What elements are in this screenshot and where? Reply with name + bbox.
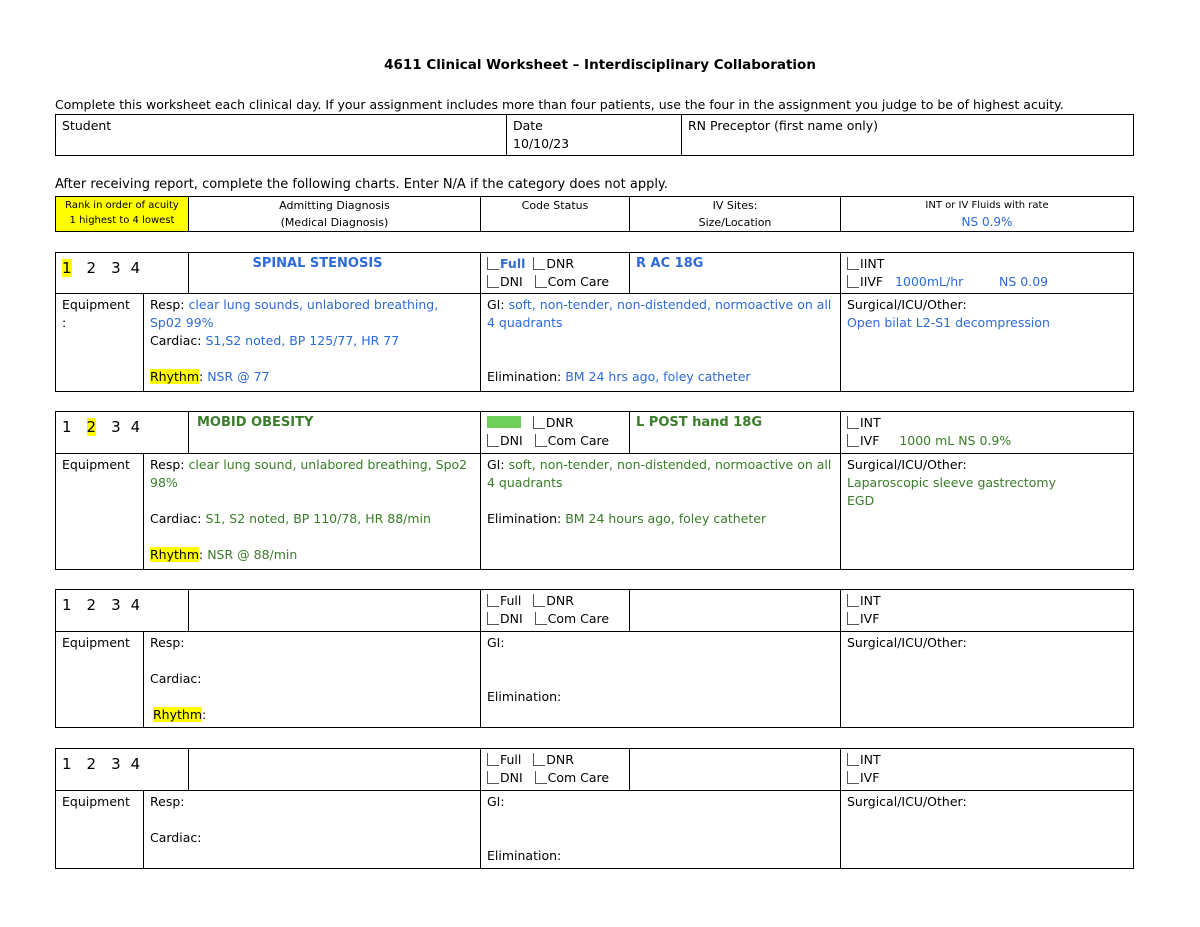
code-status-header: Code Status	[521, 199, 589, 212]
checkbox-icon[interactable]	[535, 612, 547, 625]
resp-label: Resp:	[150, 457, 185, 472]
code-dni-option[interactable]: DNI	[500, 770, 523, 785]
after-report-text: After receiving report, complete the following charts. Enter N/A if the category does not apply.	[55, 177, 668, 192]
ivf-rate: 1000mL/hr	[895, 274, 964, 289]
rank-selector[interactable]	[56, 749, 189, 791]
cardiac-value: S1,S2 noted, BP 125/77, HR 77	[205, 333, 400, 348]
rhythm-value: NSR @ 77	[207, 369, 270, 384]
rank-option-2[interactable]: 2	[86, 596, 97, 614]
admitting-diagnosis: MOBID OBESITY	[197, 415, 314, 430]
code-full-option[interactable]: Full	[500, 593, 522, 608]
student-label: Student	[62, 118, 112, 133]
surgical-label: Surgical/ICU/Other:	[847, 297, 967, 312]
diagnosis-header-line1: Admitting Diagnosis	[279, 199, 390, 212]
rank-selector[interactable]	[56, 590, 189, 632]
surgical-label: Surgical/ICU/Other:	[847, 635, 967, 650]
equipment-label: Equipment	[62, 457, 130, 472]
code-dnr-option[interactable]: DNR	[546, 256, 575, 271]
rhythm-value: NSR @ 88/min	[207, 547, 298, 562]
checkbox-icon[interactable]	[533, 594, 545, 607]
resp-value-cont: 98%	[150, 475, 178, 490]
checkbox-icon[interactable]	[487, 275, 499, 288]
checkbox-icon[interactable]	[847, 594, 859, 607]
rank-selector[interactable]	[56, 412, 189, 454]
resp-value: clear lung sounds, unlabored breathing,	[188, 297, 439, 312]
code-dnr-option[interactable]: DNR	[546, 752, 574, 767]
checkbox-icon[interactable]	[487, 612, 499, 625]
chart-header-table	[55, 196, 1134, 232]
rank-option-3[interactable]: 3	[111, 755, 121, 773]
rank-option-3[interactable]: 3	[111, 596, 121, 614]
cardiac-value: S1, S2 noted, BP 110/78, HR 88/min	[205, 511, 431, 526]
page-title: 4611 Clinical Worksheet – Interdisciplinary Collaboration	[384, 57, 816, 73]
gi-label: GI:	[487, 457, 505, 472]
rank-selector[interactable]	[56, 253, 189, 294]
patient-card-2: 1 2 3 4 MOBID OBESITY DNR DNI Com Care L POST hand 18G INT IVF 1000 mL NS 0.9% Equipment Resp: clear lung sound, unlabored breathing, Spo2 98% Cardiac: S1, S2 noted, BP 110/78, HR 88/min Rhythm: NSR @ 88/min GI: soft, non-tender, non-distended, normoactive on all 4 quadrants Elimination: BM 24 hours ago, foley catheter Surgical/ICU/Other: Laparoscopic sleeve gastrectomy EGD	[55, 411, 1134, 570]
cardiac-label: Cardiac:	[150, 333, 202, 348]
cardiac-label: Cardiac:	[150, 830, 202, 845]
rank-option-1[interactable]: 1	[62, 418, 72, 436]
code-dni-option[interactable]: DNI	[500, 611, 523, 626]
resp-value-cont: Sp02 99%	[150, 315, 214, 330]
iv-site-field[interactable]	[630, 590, 841, 632]
ivf-value: 1000 mL NS 0.9%	[899, 433, 1012, 448]
code-full-option[interactable]: Full	[500, 256, 526, 271]
equipment-label: Equipment	[62, 794, 130, 809]
iv-sites-header-line1: IV Sites:	[712, 199, 758, 212]
admitting-diagnosis-field[interactable]	[189, 749, 481, 791]
patient-card-3: 1 2 3 4 Full DNR DNI Com Care INT IVF Equipment Resp: Cardiac: Rhythm: GI: Elimination: Surgical/ICU/Other:	[55, 589, 1134, 728]
rank-option-1[interactable]: 1	[62, 755, 72, 773]
code-dnr-option[interactable]: DNR	[546, 593, 574, 608]
ivf-fluid: NS 0.09	[999, 274, 1049, 289]
checkbox-icon[interactable]	[847, 771, 859, 784]
checkbox-icon[interactable]	[487, 434, 499, 447]
checkbox-icon[interactable]	[533, 416, 545, 429]
checkbox-icon[interactable]	[533, 753, 545, 766]
checkbox-icon[interactable]	[487, 771, 499, 784]
gi-label: GI:	[487, 635, 505, 650]
equipment-suffix: :	[62, 315, 67, 330]
checkbox-icon[interactable]	[535, 771, 547, 784]
cardiac-label: Cardiac:	[150, 511, 202, 526]
resp-label: Resp:	[150, 635, 185, 650]
ivf-option[interactable]: IVF	[863, 274, 884, 289]
iv-sites-header-line2: Size/Location	[698, 216, 772, 229]
elimination-value: BM 24 hrs ago, foley catheter	[565, 369, 751, 384]
diagnosis-header-line2: (Medical Diagnosis)	[280, 216, 389, 229]
int-option[interactable]: INT	[863, 256, 885, 271]
rhythm-label: Rhythm	[150, 547, 200, 562]
checkbox-icon[interactable]	[533, 257, 545, 270]
admitting-diagnosis-field[interactable]	[189, 590, 481, 632]
patient-card-4	[55, 748, 1134, 869]
rank-header-line1: Rank in order of acuity	[65, 200, 179, 211]
code-comfort-option[interactable]: Com Care	[547, 611, 610, 626]
date-label: Date	[513, 118, 543, 133]
int-option[interactable]: INT	[860, 593, 881, 608]
checkbox-icon[interactable]	[847, 612, 859, 625]
rank-option-2[interactable]: 2	[86, 755, 97, 773]
checkbox-icon[interactable]	[847, 416, 859, 429]
checkbox-icon[interactable]	[487, 257, 499, 270]
code-dni-option[interactable]: DNI	[500, 433, 523, 448]
code-comfort-option[interactable]: Com Care	[547, 274, 610, 289]
iv-site-value: L POST hand 18G	[636, 415, 763, 430]
admitting-diagnosis: SPINAL STENOSIS	[252, 256, 383, 271]
rank-header-line2: 1 highest to 4 lowest	[69, 215, 175, 226]
preceptor-label: RN Preceptor (first name only)	[688, 118, 879, 133]
code-full-option[interactable]: Full	[500, 752, 522, 767]
gi-value-cont: 4 quadrants	[487, 315, 563, 330]
surgical-value: Open bilat L2-S1 decompression	[847, 315, 1050, 330]
date-value: 10/10/23	[513, 136, 570, 151]
iv-site-value: R AC 18G	[636, 256, 704, 271]
rank-option-1[interactable]: 1	[62, 596, 72, 614]
student-info-table	[55, 114, 1134, 156]
checkbox-icon[interactable]	[487, 753, 499, 766]
checkbox-icon[interactable]	[847, 257, 859, 270]
int-option[interactable]: INT	[860, 415, 881, 430]
rhythm-label: Rhythm	[153, 707, 203, 722]
elimination-label: Elimination:	[487, 848, 562, 863]
fluids-header: INT or IV Fluids with rate	[925, 200, 1049, 211]
elimination-label: Elimination:	[487, 689, 562, 704]
code-dni-option[interactable]: DNI	[500, 274, 523, 289]
iv-site-field[interactable]	[630, 749, 841, 791]
patient-card-1: 1 2 3 4 SPINAL STENOSIS Full DNR DNI Com Care R AC 18G IINT IIVF 1000mL/hr NS 0.09 Equipment : Resp: clear lung sounds, unlabored breathing, Sp02 99% Cardiac: S1,S2 noted, BP 125/77, HR 77 Rhythm: NSR @ 77 GI: soft, non-tender, non-distended, normoactive on all 4 quadrants Elimination: BM 24 hrs ago, foley catheter Surgical/ICU/Other: Open bilat L2-S1 decompression	[55, 252, 1134, 392]
rhythm-label: Rhythm	[150, 369, 200, 384]
surgical-label: Surgical/ICU/Other:	[847, 794, 967, 809]
checkbox-icon[interactable]	[535, 275, 547, 288]
instructions-text: Complete this worksheet each clinical day. If your assignment includes more than four patients, use the four in the assignment you judge to be of highest acuity.	[55, 97, 1064, 112]
gi-value-cont: 4 quadrants	[487, 475, 563, 490]
elimination-label: Elimination:	[487, 369, 562, 384]
rank-option-3[interactable]: 3	[111, 418, 121, 436]
resp-value: clear lung sound, unlabored breathing, Spo2	[188, 457, 468, 472]
resp-label: Resp:	[150, 794, 185, 809]
code-comfort-option[interactable]: Com Care	[547, 770, 610, 785]
checkbox-icon[interactable]	[535, 434, 547, 447]
elimination-value: BM 24 hours ago, foley catheter	[565, 511, 767, 526]
equipment-label: Equipment	[62, 297, 130, 312]
rank-option-1[interactable]: 1	[62, 259, 72, 277]
ivf-option[interactable]: IVF	[860, 611, 880, 626]
code-comfort-option[interactable]: Com Care	[547, 433, 610, 448]
rank-option-3[interactable]: 3	[111, 259, 121, 277]
cardiac-label: Cardiac:	[150, 671, 202, 686]
rank-option-2[interactable]: 2	[86, 259, 97, 277]
fluids-header-value: NS 0.9%	[961, 215, 1013, 229]
surgical-value-cont: EGD	[847, 493, 875, 508]
gi-label: GI:	[487, 297, 505, 312]
gi-value: soft, non-tender, non-distended, normoactive on all	[508, 297, 832, 312]
rank-option-4[interactable]: 4	[130, 418, 141, 436]
checkbox-icon[interactable]	[487, 594, 499, 607]
ivf-option[interactable]: IVF	[860, 770, 880, 785]
int-option[interactable]: INT	[860, 752, 881, 767]
equipment-label: Equipment	[62, 635, 130, 650]
code-dnr-option[interactable]: DNR	[545, 415, 574, 430]
checkbox-icon[interactable]	[847, 275, 859, 288]
rank-option-2[interactable]: 2	[86, 418, 97, 436]
gi-label: GI:	[487, 794, 505, 809]
elimination-label: Elimination:	[487, 511, 562, 526]
resp-label: Resp:	[150, 297, 185, 312]
checkbox-icon[interactable]	[847, 753, 859, 766]
gi-value: soft, non-tender, non-distended, normoactive on all	[508, 457, 832, 472]
full-code-highlight[interactable]	[487, 416, 521, 428]
surgical-value: Laparoscopic sleeve gastrectomy	[847, 475, 1057, 490]
rank-option-4[interactable]: 4	[130, 259, 141, 277]
checkbox-icon[interactable]	[847, 434, 859, 447]
surgical-label: Surgical/ICU/Other:	[847, 457, 967, 472]
ivf-option[interactable]: IVF	[860, 433, 880, 448]
rank-option-4[interactable]: 4	[130, 755, 141, 773]
rank-option-4[interactable]: 4	[130, 596, 141, 614]
